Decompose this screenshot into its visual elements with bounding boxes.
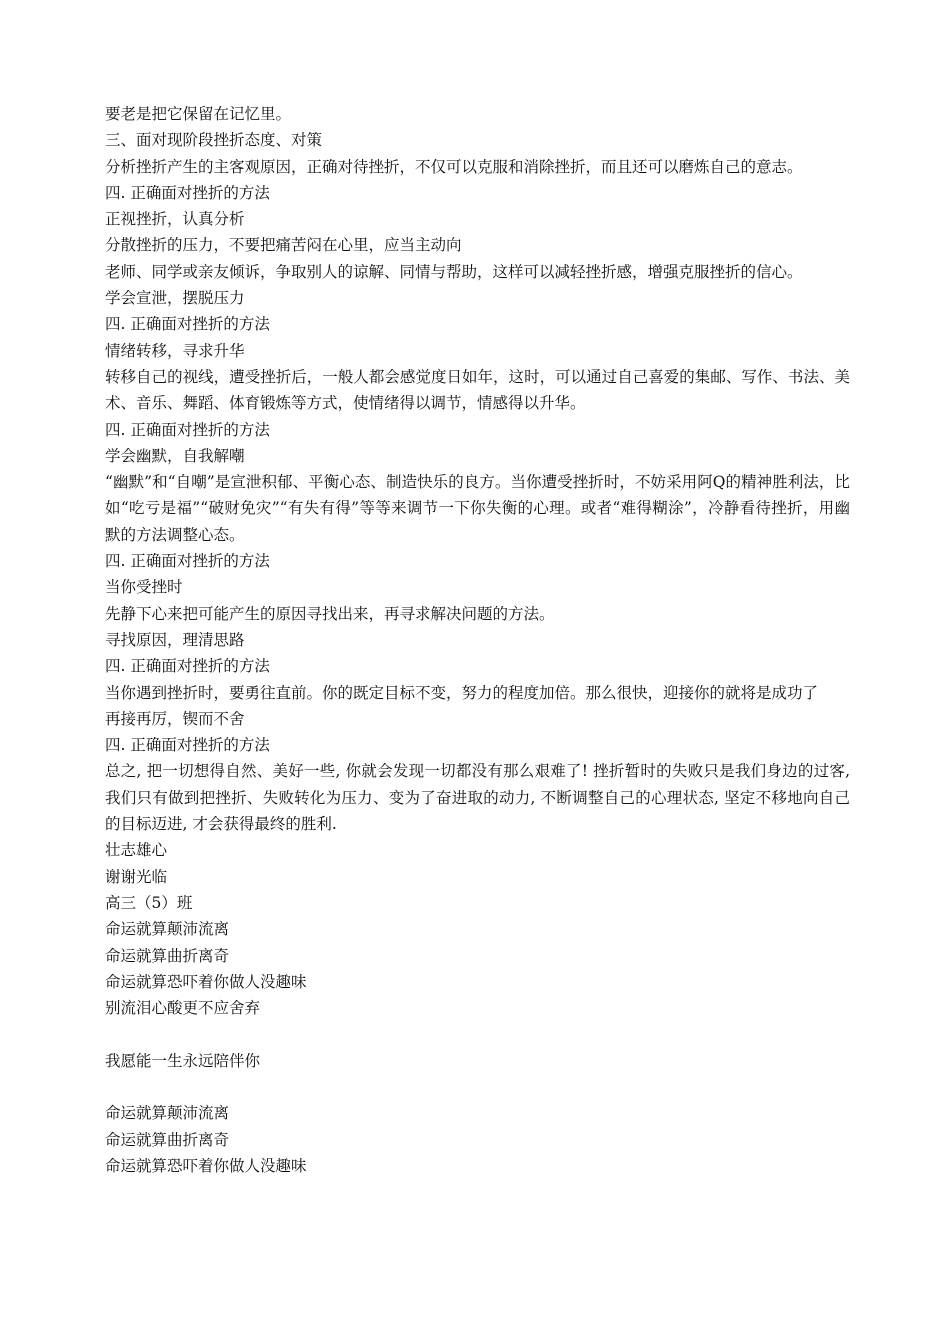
lyric-line: 命运就算颠沛流离 [105,920,230,939]
lyric-line: 命运就算恐吓着你做人没趣味 [105,972,307,991]
subheading: 当你受挫时 [105,578,183,597]
lyric-line: 命运就算曲折离奇 [105,946,230,965]
lyric-line: 我愿能一生永远陪伴你 [105,1051,261,1070]
section-heading: 三、面对现阶段挫折态度、对策 [105,131,323,150]
lyric-line: 命运就算颠沛流离 [105,1104,230,1123]
subheading: 正视挫折，认真分析 [105,210,245,229]
paragraph: 老师、同学或亲友倾诉，争取别人的谅解、同情与帮助，这样可以减轻挫折感，增强克服挫折的信心。 [105,262,803,281]
document-body [105,101,850,1179]
section-heading: 四. 正确面对挫折的方法 [105,736,270,755]
paragraph: 转移自己的视线，遭受挫折后，一般人都会感觉度日如年，这时，可以通过自己喜爱的集邮、写作、书法、美术、音乐、舞蹈、体育锻炼等方式，使情绪得以调节，情感得以升华。 [105,367,850,413]
paragraph: “幽默”和“自嘲”是宣泄积郁、平衡心态、制造快乐的良方。当你遭受挫折时，不妨采用阿Q的精神胜利法，比如“吃亏是福”“破财免灾”“有失有得”等等来调节一下你失衡的心理。或者“难得糊涂”，冷静看待挫折，用幽默的方法调整心态。 [105,473,850,544]
text-line: 要老是把它保留在记忆里。 [105,105,292,123]
blank-line [105,1074,850,1100]
text-line: 壮志雄心 [105,841,168,860]
paragraph: 总之, 把一切想得自然、美好一些, 你就会发现一切都没有那么艰难了! 挫折暂时的失败只是我们身边的过客, 我们只有做到把挫折、失败转化为压力、变为了奋进取的动力, 不断调整自己的心理状态, 坚定不移地向自己的目标迈进, 才会获得最终的胜利. [105,762,850,834]
subheading: 学会幽默，自我解嘲 [105,446,245,465]
text-line: 谢谢光临 [105,867,168,886]
paragraph: 先静下心来把可能产生的原因寻找出来，再寻求解决问题的方法。 [105,604,555,623]
blank-line [105,1021,850,1047]
lyric-line: 命运就算恐吓着你做人没趣味 [105,1156,307,1175]
paragraph: 分散挫折的压力，不要把痛苦闷在心里，应当主动向 [105,236,462,255]
subheading: 学会宣泄，摆脱压力 [105,289,245,308]
lyric-line: 别流泪心酸更不应舍弃 [105,999,261,1018]
section-heading: 四. 正确面对挫折的方法 [105,420,270,439]
section-heading: 四. 正确面对挫折的方法 [105,315,270,334]
subheading: 寻找原因，理清思路 [105,630,245,649]
section-heading: 四. 正确面对挫折的方法 [105,183,270,202]
paragraph: 分析挫折产生的主客观原因，正确对待挫折，不仅可以克服和消除挫折，而且还可以磨炼自己的意志。 [105,157,803,176]
lyric-line: 命运就算曲折离奇 [105,1130,230,1149]
subheading: 情绪转移，寻求升华 [105,341,245,360]
paragraph: 当你遇到挫折时，要勇往直前。你的既定目标不变，努力的程度加倍。那么很快，迎接你的就将是成功了 [105,683,819,702]
text-line: 高三（5）班 [105,893,193,912]
section-heading: 四. 正确面对挫折的方法 [105,552,270,571]
section-heading: 四. 正确面对挫折的方法 [105,657,270,676]
subheading: 再接再厉，锲而不舍 [105,709,245,728]
